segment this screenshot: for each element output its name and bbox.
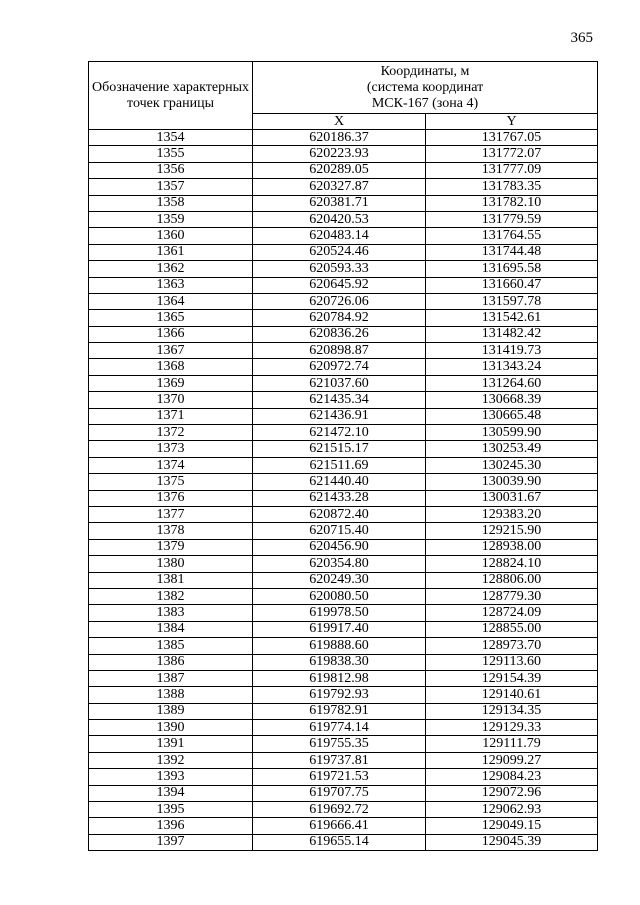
y-coordinate-cell: 131783.35: [426, 179, 598, 195]
x-coordinate-cell: 621440.40: [253, 474, 426, 490]
table-row: [89, 392, 598, 408]
table-row: [89, 457, 598, 473]
point-id-cell: 1386: [89, 654, 253, 670]
y-coordinate-cell: 128806.00: [426, 572, 598, 588]
x-coordinate-cell: 620972.74: [253, 359, 426, 375]
table-row: [89, 736, 598, 752]
table-row: [89, 654, 598, 670]
y-coordinate-cell: 131772.07: [426, 146, 598, 162]
y-coordinate-cell: 128855.00: [426, 621, 598, 637]
x-coordinate-cell: 619838.30: [253, 654, 426, 670]
point-id-cell: 1364: [89, 293, 253, 309]
table-row: [89, 785, 598, 801]
x-coordinate-cell: 620420.53: [253, 211, 426, 227]
table-row: [89, 244, 598, 260]
point-id-cell: 1371: [89, 408, 253, 424]
table-row: [89, 818, 598, 834]
x-coordinate-cell: 619755.35: [253, 736, 426, 752]
point-id-cell: 1391: [89, 736, 253, 752]
y-coordinate-cell: 131264.60: [426, 375, 598, 391]
y-coordinate-cell: 129140.61: [426, 687, 598, 703]
point-id-cell: 1356: [89, 162, 253, 178]
y-coordinate-cell: 131343.24: [426, 359, 598, 375]
y-coordinate-cell: 131777.09: [426, 162, 598, 178]
table-row: [89, 130, 598, 146]
point-id-cell: 1382: [89, 588, 253, 604]
point-id-cell: 1375: [89, 474, 253, 490]
point-id-cell: 1357: [89, 179, 253, 195]
point-id-cell: 1377: [89, 506, 253, 522]
x-coordinate-cell: 620872.40: [253, 506, 426, 522]
table-row: [89, 752, 598, 768]
x-coordinate-cell: 620836.26: [253, 326, 426, 342]
x-coordinate-cell: 620249.30: [253, 572, 426, 588]
table-row: [89, 293, 598, 309]
y-coordinate-cell: 128779.30: [426, 588, 598, 604]
point-id-cell: 1383: [89, 605, 253, 621]
y-coordinate-cell: 128724.09: [426, 605, 598, 621]
x-coordinate-cell: 620483.14: [253, 228, 426, 244]
table-row: [89, 703, 598, 719]
y-coordinate-cell: 130599.90: [426, 425, 598, 441]
y-coordinate-cell: 129134.35: [426, 703, 598, 719]
y-coordinate-cell: 129045.39: [426, 834, 598, 850]
point-id-cell: 1380: [89, 556, 253, 572]
table-row: [89, 408, 598, 424]
y-coordinate-cell: 131782.10: [426, 195, 598, 211]
y-coordinate-cell: 129099.27: [426, 752, 598, 768]
coordinates-header-line3: МСК-167 (зона 4): [371, 95, 479, 111]
x-coordinate-cell: 621435.34: [253, 392, 426, 408]
coordinates-table: [88, 61, 598, 851]
x-coordinate-cell: 619782.91: [253, 703, 426, 719]
table-row: [89, 326, 598, 342]
page-number: 365: [570, 30, 593, 46]
point-id-cell: 1361: [89, 244, 253, 260]
y-coordinate-cell: 130253.49: [426, 441, 598, 457]
x-coordinate-cell: 621515.17: [253, 441, 426, 457]
table-row: [89, 687, 598, 703]
y-coordinate-cell: 131419.73: [426, 343, 598, 359]
table-row: [89, 310, 598, 326]
point-id-cell: 1393: [89, 769, 253, 785]
coordinates-table-body: [89, 130, 598, 851]
point-id-cell: 1370: [89, 392, 253, 408]
y-column-header: Y: [426, 114, 598, 130]
x-coordinate-cell: 620715.40: [253, 523, 426, 539]
x-coordinate-cell: 619774.14: [253, 720, 426, 736]
y-coordinate-cell: 131695.58: [426, 261, 598, 277]
point-id-cell: 1394: [89, 785, 253, 801]
table-row: [89, 556, 598, 572]
point-id-cell: 1376: [89, 490, 253, 506]
y-coordinate-cell: 129215.90: [426, 523, 598, 539]
table-row: [89, 343, 598, 359]
y-coordinate-cell: 128824.10: [426, 556, 598, 572]
y-coordinate-cell: 129383.20: [426, 506, 598, 522]
x-coordinate-cell: 620186.37: [253, 130, 426, 146]
x-coordinate-cell: 620223.93: [253, 146, 426, 162]
x-coordinate-cell: 619888.60: [253, 638, 426, 654]
point-id-cell: 1363: [89, 277, 253, 293]
point-id-cell: 1359: [89, 211, 253, 227]
table-row: [89, 162, 598, 178]
x-coordinate-cell: 619692.72: [253, 802, 426, 818]
point-id-cell: 1389: [89, 703, 253, 719]
table-row: [89, 261, 598, 277]
x-coordinate-cell: 620354.80: [253, 556, 426, 572]
x-coordinate-cell: 620456.90: [253, 539, 426, 555]
y-coordinate-cell: 129129.33: [426, 720, 598, 736]
table-row: [89, 605, 598, 621]
x-coordinate-cell: 621037.60: [253, 375, 426, 391]
y-coordinate-cell: 129111.79: [426, 736, 598, 752]
y-coordinate-cell: 128973.70: [426, 638, 598, 654]
point-id-cell: 1373: [89, 441, 253, 457]
y-coordinate-cell: 131660.47: [426, 277, 598, 293]
point-id-cell: 1379: [89, 539, 253, 555]
table-row: [89, 802, 598, 818]
y-coordinate-cell: 129062.93: [426, 802, 598, 818]
y-coordinate-cell: 130665.48: [426, 408, 598, 424]
table-row: [89, 195, 598, 211]
x-coordinate-cell: 620327.87: [253, 179, 426, 195]
x-coordinate-cell: 619655.14: [253, 834, 426, 850]
x-coordinate-cell: 621511.69: [253, 457, 426, 473]
point-id-cell: 1378: [89, 523, 253, 539]
point-id-cell: 1368: [89, 359, 253, 375]
point-id-cell: 1395: [89, 802, 253, 818]
table-row: [89, 523, 598, 539]
table-row: [89, 441, 598, 457]
point-id-cell: 1397: [89, 834, 253, 850]
table-row: [89, 474, 598, 490]
table-row: [89, 375, 598, 391]
table-row: [89, 572, 598, 588]
table-row: [89, 490, 598, 506]
y-coordinate-cell: 129084.23: [426, 769, 598, 785]
table-row: [89, 834, 598, 850]
x-coordinate-cell: 619721.53: [253, 769, 426, 785]
point-id-cell: 1354: [89, 130, 253, 146]
y-coordinate-cell: 130668.39: [426, 392, 598, 408]
x-coordinate-cell: 620898.87: [253, 343, 426, 359]
table-row: [89, 228, 598, 244]
point-id-cell: 1374: [89, 457, 253, 473]
point-id-cell: 1367: [89, 343, 253, 359]
table-row: [89, 588, 598, 604]
x-column-header: X: [253, 114, 426, 130]
y-coordinate-cell: 131542.61: [426, 310, 598, 326]
x-coordinate-cell: 619812.98: [253, 670, 426, 686]
y-coordinate-cell: 131767.05: [426, 130, 598, 146]
x-coordinate-cell: 619707.75: [253, 785, 426, 801]
table-row: [89, 277, 598, 293]
point-id-cell: 1365: [89, 310, 253, 326]
table-row: [89, 506, 598, 522]
y-coordinate-cell: 130031.67: [426, 490, 598, 506]
x-coordinate-cell: 621472.10: [253, 425, 426, 441]
table-row: [89, 146, 598, 162]
x-coordinate-cell: 619978.50: [253, 605, 426, 621]
x-coordinate-cell: 620289.05: [253, 162, 426, 178]
y-coordinate-cell: 131482.42: [426, 326, 598, 342]
y-coordinate-cell: 131779.59: [426, 211, 598, 227]
y-coordinate-cell: 131597.78: [426, 293, 598, 309]
table-row: [89, 638, 598, 654]
y-coordinate-cell: 131744.48: [426, 244, 598, 260]
point-id-cell: 1366: [89, 326, 253, 342]
table-row: [89, 211, 598, 227]
x-coordinate-cell: 620524.46: [253, 244, 426, 260]
x-coordinate-cell: 620593.33: [253, 261, 426, 277]
point-id-cell: 1390: [89, 720, 253, 736]
x-coordinate-cell: 620784.92: [253, 310, 426, 326]
table-row: [89, 539, 598, 555]
point-id-cell: 1381: [89, 572, 253, 588]
table-row: [89, 179, 598, 195]
x-coordinate-cell: 621433.28: [253, 490, 426, 506]
point-id-cell: 1362: [89, 261, 253, 277]
x-coordinate-cell: 621436.91: [253, 408, 426, 424]
table-row: [89, 720, 598, 736]
table-row: [89, 621, 598, 637]
y-coordinate-cell: 129113.60: [426, 654, 598, 670]
y-coordinate-cell: 129154.39: [426, 670, 598, 686]
point-id-cell: 1385: [89, 638, 253, 654]
point-id-cell: 1369: [89, 375, 253, 391]
y-coordinate-cell: 129049.15: [426, 818, 598, 834]
y-coordinate-cell: 131764.55: [426, 228, 598, 244]
point-designation-header: Обозначение характерных точек границы: [89, 62, 253, 130]
table-row: [89, 359, 598, 375]
coordinates-header-line1: Координаты, м: [380, 63, 470, 79]
x-coordinate-cell: 620080.50: [253, 588, 426, 604]
point-id-cell: 1360: [89, 228, 253, 244]
point-id-cell: 1392: [89, 752, 253, 768]
coordinates-header: [253, 62, 598, 114]
point-id-cell: 1372: [89, 425, 253, 441]
x-coordinate-cell: 619917.40: [253, 621, 426, 637]
y-coordinate-cell: 130039.90: [426, 474, 598, 490]
x-coordinate-cell: 619737.81: [253, 752, 426, 768]
x-coordinate-cell: 619792.93: [253, 687, 426, 703]
point-id-cell: 1387: [89, 670, 253, 686]
point-id-cell: 1358: [89, 195, 253, 211]
y-coordinate-cell: 128938.00: [426, 539, 598, 555]
x-coordinate-cell: 620726.06: [253, 293, 426, 309]
coordinates-header-line2: (система координат: [366, 79, 484, 95]
x-coordinate-cell: 620381.71: [253, 195, 426, 211]
y-coordinate-cell: 130245.30: [426, 457, 598, 473]
point-id-cell: 1355: [89, 146, 253, 162]
x-coordinate-cell: 620645.92: [253, 277, 426, 293]
point-id-cell: 1388: [89, 687, 253, 703]
table-row: [89, 670, 598, 686]
x-coordinate-cell: 619666.41: [253, 818, 426, 834]
point-id-cell: 1396: [89, 818, 253, 834]
y-coordinate-cell: 129072.96: [426, 785, 598, 801]
table-row: [89, 425, 598, 441]
table-row: [89, 769, 598, 785]
point-id-cell: 1384: [89, 621, 253, 637]
